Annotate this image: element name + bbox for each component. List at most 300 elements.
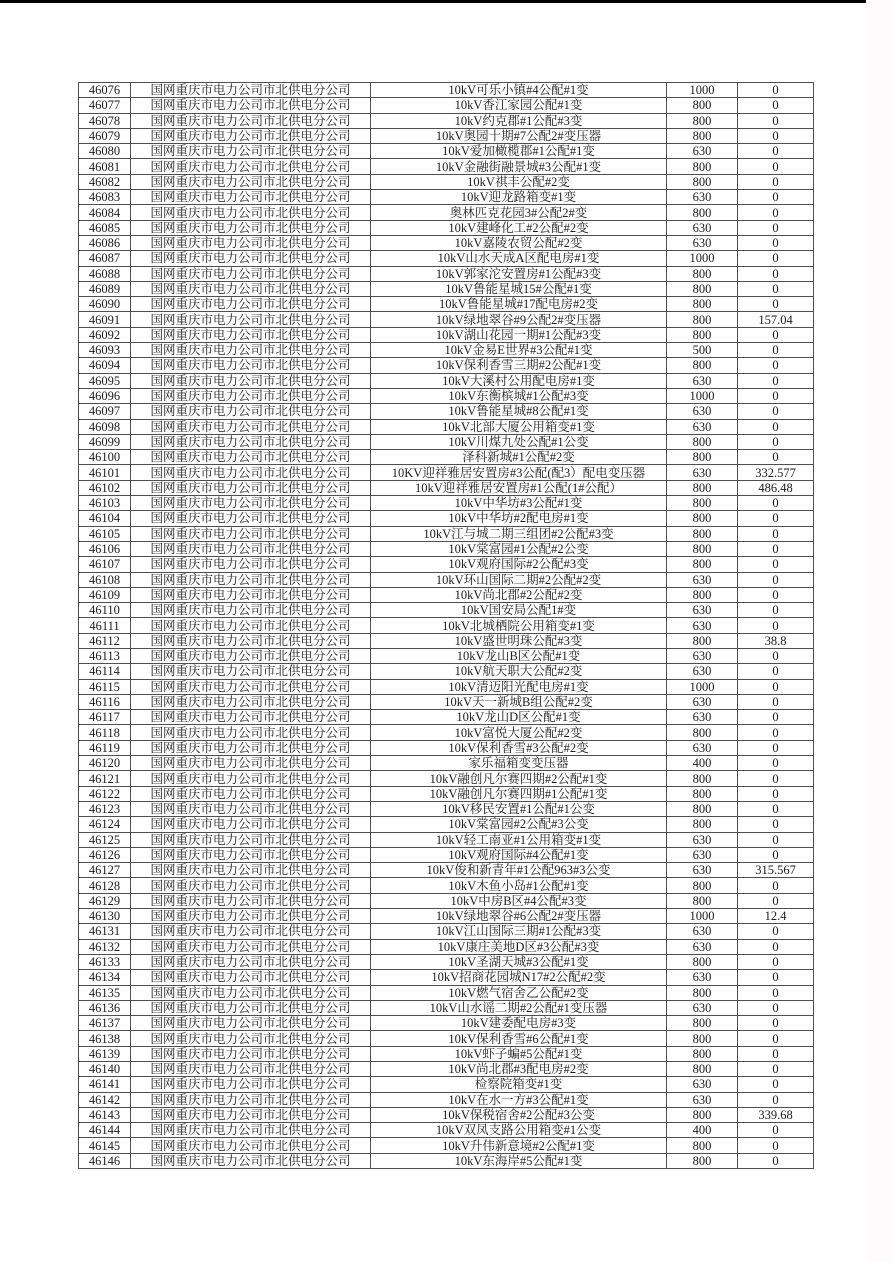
cell-company: 国网重庆市电力公司市北供电分公司 [131, 1000, 371, 1015]
table-row [79, 710, 814, 725]
cell-capacity: 800 [667, 725, 738, 740]
cell-transformer-name: 10KV迎祥雅居安置房#3公配(配3）配电变压器 [371, 465, 667, 480]
cell-value: 0 [738, 985, 814, 1000]
cell-company: 国网重庆市电力公司市北供电分公司 [131, 893, 371, 908]
table-row [79, 190, 814, 205]
cell-capacity: 800 [667, 633, 738, 648]
cell-value: 0 [738, 220, 814, 235]
cell-value: 0 [738, 756, 814, 771]
cell-company: 国网重庆市电力公司市北供电分公司 [131, 220, 371, 235]
cell-value: 0 [738, 404, 814, 419]
cell-value: 0 [738, 1046, 814, 1061]
cell-transformer-name: 10kV嘉陵农贸公配#2变 [371, 235, 667, 250]
cell-row-id: 46130 [79, 909, 131, 924]
cell-value: 38.8 [738, 633, 814, 648]
table-row [79, 954, 814, 969]
cell-capacity: 630 [667, 404, 738, 419]
cell-company: 国网重庆市电力公司市北供电分公司 [131, 526, 371, 541]
cell-capacity: 800 [667, 297, 738, 312]
table-row [79, 1031, 814, 1046]
cell-transformer-name: 10kV航天职大公配#2变 [371, 664, 667, 679]
cell-row-id: 46111 [79, 618, 131, 633]
cell-value: 0 [738, 251, 814, 266]
cell-capacity: 800 [667, 174, 738, 189]
cell-capacity: 800 [667, 98, 738, 113]
cell-company: 国网重庆市电力公司市北供电分公司 [131, 388, 371, 403]
table-row [79, 664, 814, 679]
cell-company: 国网重庆市电力公司市北供电分公司 [131, 1138, 371, 1153]
table-row [79, 694, 814, 709]
cell-company: 国网重庆市电力公司市北供电分公司 [131, 465, 371, 480]
cell-capacity: 630 [667, 740, 738, 755]
cell-company: 国网重庆市电力公司市北供电分公司 [131, 771, 371, 786]
cell-transformer-name: 10kV绿地翠谷#9公配2#变压器 [371, 312, 667, 327]
cell-value: 0 [738, 939, 814, 954]
cell-company: 国网重庆市电力公司市北供电分公司 [131, 603, 371, 618]
cell-company: 国网重庆市电力公司市北供电分公司 [131, 144, 371, 159]
cell-transformer-name: 泽科新城#1公配#2变 [371, 450, 667, 465]
cell-value: 0 [738, 740, 814, 755]
cell-capacity: 800 [667, 893, 738, 908]
cell-row-id: 46100 [79, 450, 131, 465]
cell-value: 0 [738, 327, 814, 342]
cell-value: 0 [738, 281, 814, 296]
table-row [79, 1138, 814, 1153]
cell-value: 0 [738, 450, 814, 465]
cell-value: 0 [738, 1092, 814, 1107]
cell-company: 国网重庆市电力公司市北供电分公司 [131, 786, 371, 801]
cell-value: 0 [738, 893, 814, 908]
cell-company: 国网重庆市电力公司市北供电分公司 [131, 664, 371, 679]
cell-value: 0 [738, 159, 814, 174]
cell-row-id: 46096 [79, 388, 131, 403]
cell-value: 0 [738, 1016, 814, 1031]
table-row [79, 358, 814, 373]
cell-row-id: 46110 [79, 603, 131, 618]
cell-company: 国网重庆市电力公司市北供电分公司 [131, 679, 371, 694]
cell-capacity: 800 [667, 1062, 738, 1077]
cell-row-id: 46114 [79, 664, 131, 679]
cell-value: 12.4 [738, 909, 814, 924]
table-row [79, 1123, 814, 1138]
cell-transformer-name: 10kV东海岸#5公配#1变 [371, 1153, 667, 1168]
table-row [79, 1092, 814, 1107]
cell-value: 0 [738, 1031, 814, 1046]
cell-value: 0 [738, 419, 814, 434]
cell-row-id: 46097 [79, 404, 131, 419]
table-row [79, 83, 814, 98]
cell-value: 339.68 [738, 1107, 814, 1122]
cell-capacity: 800 [667, 1107, 738, 1122]
table-row [79, 1077, 814, 1092]
cell-capacity: 630 [667, 419, 738, 434]
cell-row-id: 46080 [79, 144, 131, 159]
cell-row-id: 46087 [79, 251, 131, 266]
cell-row-id: 46142 [79, 1092, 131, 1107]
cell-capacity: 800 [667, 801, 738, 816]
cell-company: 国网重庆市电力公司市北供电分公司 [131, 924, 371, 939]
cell-row-id: 46134 [79, 970, 131, 985]
table-row [79, 985, 814, 1000]
cell-transformer-name: 10kV祺丰公配#2变 [371, 174, 667, 189]
cell-company: 国网重庆市电力公司市北供电分公司 [131, 327, 371, 342]
cell-company: 国网重庆市电力公司市北供电分公司 [131, 817, 371, 832]
cell-company: 国网重庆市电力公司市北供电分公司 [131, 740, 371, 755]
cell-value: 0 [738, 526, 814, 541]
cell-transformer-name: 10kV保税宿舍#2公配#3公变 [371, 1107, 667, 1122]
cell-company: 国网重庆市电力公司市北供电分公司 [131, 756, 371, 771]
cell-value: 0 [738, 587, 814, 602]
cell-transformer-name: 10kV湖山花园一期#1公配#3变 [371, 327, 667, 342]
cell-value: 0 [738, 970, 814, 985]
cell-capacity: 800 [667, 817, 738, 832]
table-row [79, 281, 814, 296]
cell-row-id: 46127 [79, 863, 131, 878]
cell-value: 0 [738, 235, 814, 250]
table-row [79, 235, 814, 250]
cell-transformer-name: 10kV康庄美地D区#3公配#3变 [371, 939, 667, 954]
cell-capacity: 630 [667, 710, 738, 725]
cell-capacity: 800 [667, 312, 738, 327]
cell-transformer-name: 10kV招商花园城N17#2公配#2变 [371, 970, 667, 985]
cell-value: 0 [738, 511, 814, 526]
table-row [79, 144, 814, 159]
cell-company: 国网重庆市电力公司市北供电分公司 [131, 1062, 371, 1077]
cell-row-id: 46145 [79, 1138, 131, 1153]
table-row [79, 1153, 814, 1168]
table-row [79, 924, 814, 939]
cell-transformer-name: 10kV山水谣二期#2公配#1变压器 [371, 1000, 667, 1015]
cell-value: 0 [738, 1123, 814, 1138]
cell-transformer-name: 10kV双凤支路公用箱变#1公变 [371, 1123, 667, 1138]
cell-row-id: 46117 [79, 710, 131, 725]
table-row [79, 220, 814, 235]
cell-row-id: 46125 [79, 832, 131, 847]
cell-row-id: 46082 [79, 174, 131, 189]
cell-capacity: 800 [667, 1153, 738, 1168]
cell-value: 0 [738, 572, 814, 587]
page-top-edge-line [0, 0, 888, 3]
cell-row-id: 46119 [79, 740, 131, 755]
cell-value: 0 [738, 83, 814, 98]
cell-row-id: 46109 [79, 587, 131, 602]
cell-transformer-name: 10kV建峰化工#2公配#2变 [371, 220, 667, 235]
table-row [79, 1000, 814, 1015]
cell-company: 国网重庆市电力公司市北供电分公司 [131, 557, 371, 572]
cell-value: 0 [738, 1153, 814, 1168]
cell-capacity: 630 [667, 694, 738, 709]
cell-row-id: 46107 [79, 557, 131, 572]
table-row [79, 847, 814, 862]
cell-transformer-name: 10kV山水天成A区配电房#1变 [371, 251, 667, 266]
cell-row-id: 46122 [79, 786, 131, 801]
cell-row-id: 46092 [79, 327, 131, 342]
cell-company: 国网重庆市电力公司市北供电分公司 [131, 1092, 371, 1107]
cell-capacity: 800 [667, 434, 738, 449]
cell-company: 国网重庆市电力公司市北供电分公司 [131, 297, 371, 312]
cell-capacity: 630 [667, 235, 738, 250]
cell-row-id: 46129 [79, 893, 131, 908]
cell-value: 0 [738, 1138, 814, 1153]
cell-company: 国网重庆市电力公司市北供电分公司 [131, 909, 371, 924]
cell-company: 国网重庆市电力公司市北供电分公司 [131, 572, 371, 587]
cell-transformer-name: 10kV盛世明珠公配#3变 [371, 633, 667, 648]
cell-transformer-name: 10kV鲁能星城#8公配#1变 [371, 404, 667, 419]
cell-company: 国网重庆市电力公司市北供电分公司 [131, 863, 371, 878]
cell-transformer-name: 10kV约克郡#1公配#3变 [371, 113, 667, 128]
cell-transformer-name: 10kV保利香雪#3公配#2变 [371, 740, 667, 755]
cell-capacity: 800 [667, 1016, 738, 1031]
cell-row-id: 46116 [79, 694, 131, 709]
cell-company: 国网重庆市电力公司市北供电分公司 [131, 235, 371, 250]
cell-company: 国网重庆市电力公司市北供电分公司 [131, 205, 371, 220]
cell-value: 0 [738, 113, 814, 128]
table-row [79, 756, 814, 771]
cell-capacity: 800 [667, 954, 738, 969]
cell-value: 0 [738, 847, 814, 862]
cell-capacity: 800 [667, 587, 738, 602]
cell-value: 0 [738, 817, 814, 832]
cell-transformer-name: 10kV俊和新青年#1公配963#3公变 [371, 863, 667, 878]
cell-value: 0 [738, 496, 814, 511]
cell-capacity: 800 [667, 327, 738, 342]
cell-transformer-name: 10kV木鱼小岛#1公配#1变 [371, 878, 667, 893]
cell-transformer-name: 10kV香江家园公配#1变 [371, 98, 667, 113]
cell-row-id: 46143 [79, 1107, 131, 1122]
cell-company: 国网重庆市电力公司市北供电分公司 [131, 404, 371, 419]
cell-transformer-name: 10kV天一新城B组公配#2变 [371, 694, 667, 709]
cell-transformer-name: 10kV在水一方#3公配#1变 [371, 1092, 667, 1107]
cell-transformer-name: 10kV郭家沱安置房#1公配#3变 [371, 266, 667, 281]
table-row [79, 863, 814, 878]
cell-row-id: 46144 [79, 1123, 131, 1138]
cell-transformer-name: 10kV迎龙路箱变#1变 [371, 190, 667, 205]
table-row [79, 587, 814, 602]
cell-company: 国网重庆市电力公司市北供电分公司 [131, 511, 371, 526]
cell-capacity: 630 [667, 144, 738, 159]
cell-capacity: 630 [667, 664, 738, 679]
cell-company: 国网重庆市电力公司市北供电分公司 [131, 985, 371, 1000]
cell-row-id: 46120 [79, 756, 131, 771]
cell-row-id: 46094 [79, 358, 131, 373]
table-row [79, 511, 814, 526]
cell-transformer-name: 10kV尚北郡#3配电房#2变 [371, 1062, 667, 1077]
cell-value: 0 [738, 954, 814, 969]
cell-transformer-name: 10kV融创凡尔赛四期#1公配#1变 [371, 786, 667, 801]
cell-row-id: 46106 [79, 541, 131, 556]
cell-capacity: 630 [667, 832, 738, 847]
cell-company: 国网重庆市电力公司市北供电分公司 [131, 159, 371, 174]
table-row [79, 939, 814, 954]
cell-value: 0 [738, 1062, 814, 1077]
cell-company: 国网重庆市电力公司市北供电分公司 [131, 541, 371, 556]
cell-capacity: 630 [667, 465, 738, 480]
cell-company: 国网重庆市电力公司市北供电分公司 [131, 1077, 371, 1092]
cell-capacity: 630 [667, 863, 738, 878]
table-row [79, 801, 814, 816]
cell-company: 国网重庆市电力公司市北供电分公司 [131, 1107, 371, 1122]
cell-transformer-name: 10kV轻工南亚#1公用箱变#1变 [371, 832, 667, 847]
table-row [79, 633, 814, 648]
cell-row-id: 46077 [79, 98, 131, 113]
cell-transformer-name: 10kV保利香雪三期#2公配#1变 [371, 358, 667, 373]
cell-row-id: 46083 [79, 190, 131, 205]
cell-capacity: 1000 [667, 679, 738, 694]
table-row [79, 128, 814, 143]
cell-row-id: 46079 [79, 128, 131, 143]
cell-transformer-name: 10kV金融街融景城#3公配#1变 [371, 159, 667, 174]
cell-transformer-name: 10kV国安局公配1#变 [371, 603, 667, 618]
cell-value: 0 [738, 144, 814, 159]
cell-company: 国网重庆市电力公司市北供电分公司 [131, 190, 371, 205]
cell-capacity: 630 [667, 1077, 738, 1092]
cell-row-id: 46126 [79, 847, 131, 862]
cell-value: 0 [738, 1077, 814, 1092]
cell-row-id: 46138 [79, 1031, 131, 1046]
cell-value: 0 [738, 771, 814, 786]
cell-capacity: 1000 [667, 83, 738, 98]
table-row [79, 909, 814, 924]
cell-transformer-name: 家乐福箱变变压器 [371, 756, 667, 771]
cell-capacity: 1000 [667, 251, 738, 266]
cell-row-id: 46133 [79, 954, 131, 969]
cell-row-id: 46131 [79, 924, 131, 939]
cell-company: 国网重庆市电力公司市北供电分公司 [131, 970, 371, 985]
cell-transformer-name: 10kV北城栖院公用箱变#1变 [371, 618, 667, 633]
cell-company: 国网重庆市电力公司市北供电分公司 [131, 373, 371, 388]
cell-transformer-name: 10kV观府国际#4公配#1变 [371, 847, 667, 862]
cell-company: 国网重庆市电力公司市北供电分公司 [131, 128, 371, 143]
cell-capacity: 500 [667, 343, 738, 358]
cell-company: 国网重庆市电力公司市北供电分公司 [131, 648, 371, 663]
cell-value: 0 [738, 174, 814, 189]
cell-transformer-name: 10kV奥园十期#7公配2#变压器 [371, 128, 667, 143]
table-row [79, 648, 814, 663]
cell-capacity: 800 [667, 450, 738, 465]
table-row [79, 174, 814, 189]
table-row [79, 159, 814, 174]
cell-transformer-name: 奥林匹克花园3#公配2#变 [371, 205, 667, 220]
cell-capacity: 800 [667, 1138, 738, 1153]
table-row [79, 740, 814, 755]
cell-transformer-name: 10kV建委配电房#3变 [371, 1016, 667, 1031]
cell-company: 国网重庆市电力公司市北供电分公司 [131, 847, 371, 862]
cell-company: 国网重庆市电力公司市北供电分公司 [131, 1123, 371, 1138]
table-row [79, 817, 814, 832]
table-row [79, 526, 814, 541]
cell-capacity: 630 [667, 1092, 738, 1107]
cell-capacity: 800 [667, 281, 738, 296]
cell-transformer-name: 10kV棠富园#2公配#3公变 [371, 817, 667, 832]
cell-value: 0 [738, 98, 814, 113]
cell-company: 国网重庆市电力公司市北供电分公司 [131, 434, 371, 449]
cell-capacity: 800 [667, 358, 738, 373]
cell-row-id: 46102 [79, 480, 131, 495]
cell-row-id: 46118 [79, 725, 131, 740]
cell-value: 486.48 [738, 480, 814, 495]
cell-row-id: 46112 [79, 633, 131, 648]
cell-capacity: 800 [667, 159, 738, 174]
table-row [79, 251, 814, 266]
cell-company: 国网重庆市电力公司市北供电分公司 [131, 878, 371, 893]
cell-value: 0 [738, 832, 814, 847]
cell-capacity: 800 [667, 128, 738, 143]
cell-company: 国网重庆市电力公司市北供电分公司 [131, 1153, 371, 1168]
cell-transformer-name: 10kV圣湖天城#3公配#1变 [371, 954, 667, 969]
table-row [79, 266, 814, 281]
cell-capacity: 400 [667, 756, 738, 771]
table-row [79, 970, 814, 985]
cell-row-id: 46093 [79, 343, 131, 358]
cell-value: 0 [738, 373, 814, 388]
cell-row-id: 46123 [79, 801, 131, 816]
table-row [79, 557, 814, 572]
cell-capacity: 400 [667, 1123, 738, 1138]
cell-value: 0 [738, 648, 814, 663]
cell-row-id: 46103 [79, 496, 131, 511]
cell-row-id: 46113 [79, 648, 131, 663]
cell-capacity: 630 [667, 847, 738, 862]
cell-row-id: 46137 [79, 1016, 131, 1031]
table-row [79, 1062, 814, 1077]
table-row [79, 496, 814, 511]
cell-value: 0 [738, 924, 814, 939]
cell-value: 157.04 [738, 312, 814, 327]
cell-row-id: 46076 [79, 83, 131, 98]
cell-capacity: 1000 [667, 909, 738, 924]
table-row [79, 327, 814, 342]
table-row [79, 832, 814, 847]
cell-transformer-name: 10kV清迈阳光配电房#1变 [371, 679, 667, 694]
table-row [79, 679, 814, 694]
cell-company: 国网重庆市电力公司市北供电分公司 [131, 1016, 371, 1031]
cell-company: 国网重庆市电力公司市北供电分公司 [131, 587, 371, 602]
cell-capacity: 630 [667, 220, 738, 235]
cell-row-id: 46081 [79, 159, 131, 174]
cell-transformer-name: 10kV金易E世界#3公配#1变 [371, 343, 667, 358]
cell-capacity: 800 [667, 985, 738, 1000]
cell-value: 0 [738, 664, 814, 679]
cell-company: 国网重庆市电力公司市北供电分公司 [131, 450, 371, 465]
table-row [79, 465, 814, 480]
cell-transformer-name: 10kV移民安置#1公配#1公变 [371, 801, 667, 816]
page-right-edge-band [866, 0, 892, 1262]
cell-capacity: 800 [667, 557, 738, 572]
cell-company: 国网重庆市电力公司市北供电分公司 [131, 113, 371, 128]
cell-value: 332.577 [738, 465, 814, 480]
cell-row-id: 46139 [79, 1046, 131, 1061]
cell-row-id: 46090 [79, 297, 131, 312]
table-row [79, 480, 814, 495]
cell-capacity: 630 [667, 1000, 738, 1015]
cell-company: 国网重庆市电力公司市北供电分公司 [131, 266, 371, 281]
cell-company: 国网重庆市电力公司市北供电分公司 [131, 939, 371, 954]
cell-capacity: 630 [667, 572, 738, 587]
cell-capacity: 630 [667, 190, 738, 205]
cell-transformer-name: 10kV江山国际三期#1公配#3变 [371, 924, 667, 939]
cell-row-id: 46135 [79, 985, 131, 1000]
cell-company: 国网重庆市电力公司市北供电分公司 [131, 174, 371, 189]
cell-capacity: 1000 [667, 388, 738, 403]
cell-row-id: 46108 [79, 572, 131, 587]
cell-capacity: 630 [667, 939, 738, 954]
table-row [79, 603, 814, 618]
cell-company: 国网重庆市电力公司市北供电分公司 [131, 98, 371, 113]
table-row [79, 419, 814, 434]
cell-row-id: 46141 [79, 1077, 131, 1092]
cell-capacity: 800 [667, 266, 738, 281]
cell-row-id: 46089 [79, 281, 131, 296]
